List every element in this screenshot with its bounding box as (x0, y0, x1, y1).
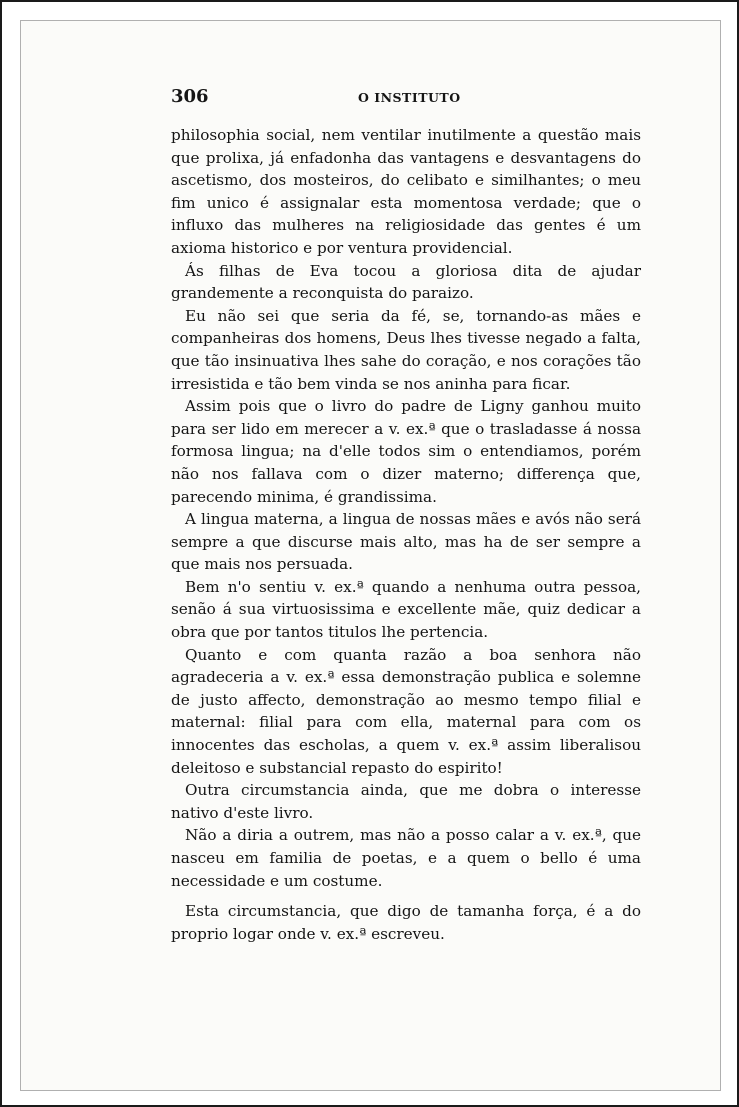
paragraph-10: Esta circumstancia, que digo de tamanha força, é a do proprio logar onde v. ex.ª escreveu. (171, 902, 641, 943)
paragraph-2: Ás filhas de Eva tocou a gloriosa dita de ajudar grandemente a reconquista do paraizo. (171, 261, 641, 303)
paragraph-6: Bem n'o sentiu v. ex.ª quando a nenhuma outra pessoa, senão á sua virtuosissima e excellente mãe, quiz dedicar a obra que por tantos titulos lhe pertencia. (171, 577, 641, 642)
paragraph-9: Não a diria a outrem, mas não a posso calar a v. ex.ª, que nasceu em familia de poetas, e a quem o bello é uma necessidade e um costume. (171, 826, 641, 890)
paragraph-4: Assim pois que o livro do padre de Ligny ganhou muito para ser lido em merecer a v. ex.ª que o trasladasse á nossa formosa lingua; na d'elle todos sim o entendiamos, porém não nos fallava com o dizer materno; differença que, parecendo minima, é grandissima. (171, 397, 641, 506)
paragraph-8: Outra circumstancia ainda, que me dobra o interesse nativo d'este livro. (171, 781, 641, 822)
body-text (171, 124, 641, 945)
paragraph-7: Quanto e com quanta razão a boa senhora não agradeceria a v. ex.ª essa demonstração publica e solemne de justo affecto, demonstração ao mesmo tempo filial e maternal: filial para com ella, maternal para com os innocentes das escholas, a quem v. ex.ª assim liberalisou deleitoso e substancial repasto do espirito! (171, 645, 641, 777)
paragraph-1: philosophia social, nem ventilar inutilmente a questão mais que prolixa, já enfadonha das vantagens e desvantagens do ascetismo, dos mosteiros, do celibato e similhantes; o meu fim unico é assignalar esta momentosa verdade; que o influxo das mulheres na religiosidade das gentes é um axioma historico e por ventura providencial. (171, 126, 641, 257)
running-title: O INSTITUTO (358, 90, 461, 105)
paragraph-3: Eu não sei que seria da fé, se, tornando-as mães e companheiras dos homens, Deus lhes tivesse negado a falta, que tão insinuativa lhes sahe do coração, e nos corações tão irresistida e tão bem vinda se nos aninha para ficar. (171, 306, 641, 393)
page-number: 306 (171, 86, 209, 107)
paragraph-5: A lingua materna, a lingua de nossas mães e avós não será sempre a que discurse mais alto, mas ha de ser sempre a que mais nos persuada. (171, 510, 641, 574)
page-header (171, 86, 641, 110)
